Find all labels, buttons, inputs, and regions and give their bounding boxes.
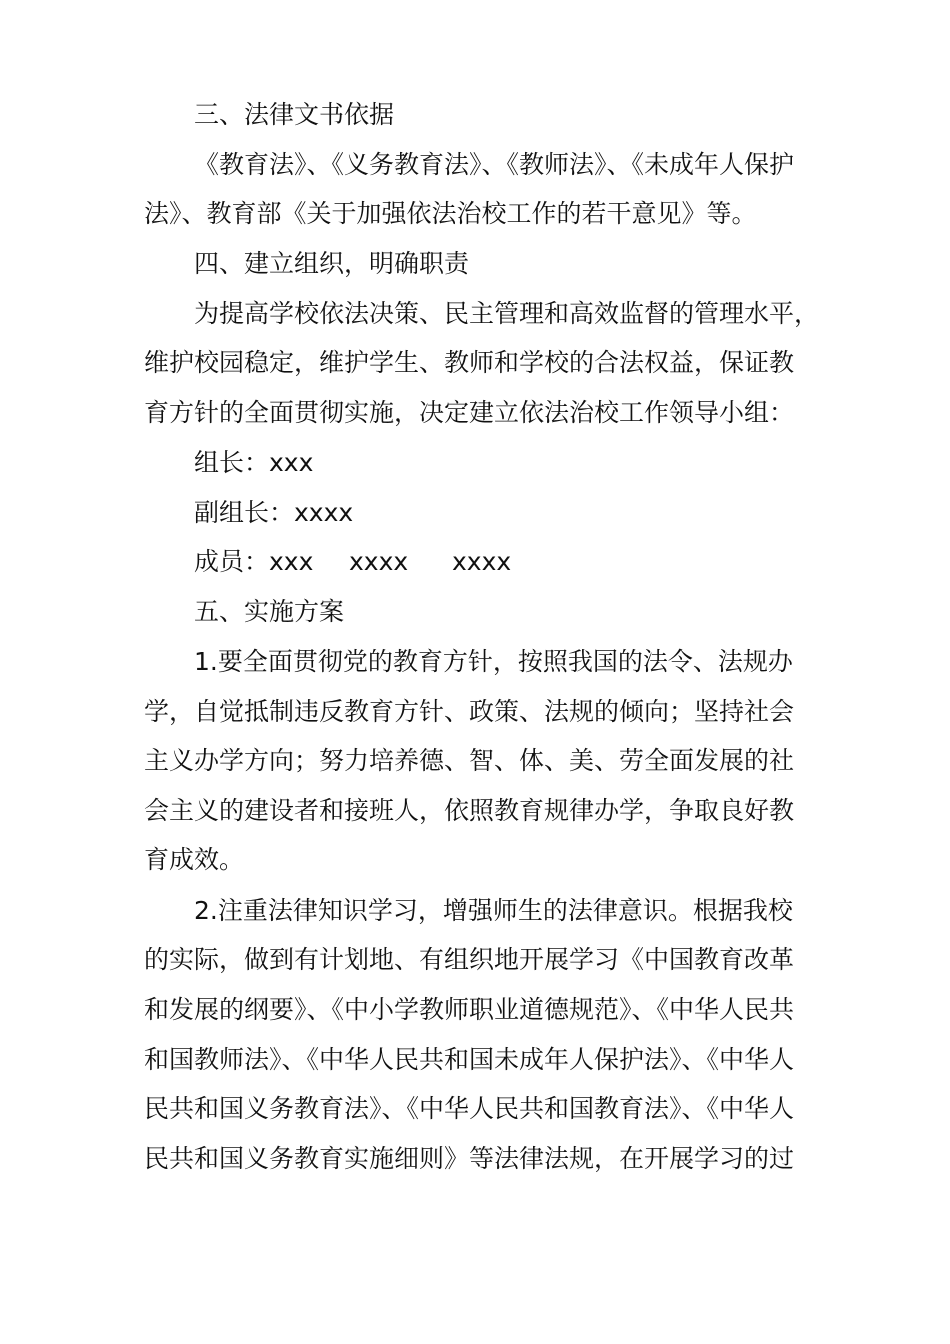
paragraph-line: 为提高学校依法决策、民主管理和高效监督的管理水平， [194,299,820,328]
deputy-group-leader: 副组长：xxxx [194,498,354,527]
paragraph-line: 主义办学方向；努力培养德、智、体、美、劳全面发展的社 [144,746,795,775]
paragraph-line: 的实际，做到有计划地、有组织地开展学习《中国教育改革 [144,945,795,974]
section-heading-legal-basis: 三、法律文书依据 [194,100,395,129]
paragraph-line: 《教育法》、《义务教育法》、《教师法》、《未成年人保护 [194,150,795,179]
section-heading-organization: 四、建立组织，明确职责 [194,249,470,278]
section-heading-implementation: 五、实施方案 [194,597,345,626]
paragraph-line: 2.注重法律知识学习，增强师生的法律意识。根据我校 [194,896,793,925]
member-name: xxxx [349,547,409,576]
group-members [194,542,714,582]
member-name: xxxx [452,547,512,576]
paragraph-line: 学，自觉抵制违反教育方针、政策、法规的倾向；坚持社会 [144,697,795,726]
paragraph-line: 民共和国义务教育实施细则》等法律法规，在开展学习的过 [144,1144,795,1173]
paragraph-line: 和发展的纲要》、《中小学教师职业道德规范》、《中华人民共 [144,995,795,1024]
paragraph-line: 民共和国义务教育法》、《中华人民共和国教育法》、《中华人 [144,1094,795,1123]
paragraph-line: 维护校园稳定，维护学生、教师和学校的合法权益，保证教 [144,348,795,377]
member-label: 成员：xxx [194,547,314,576]
paragraph-line: 法》、教育部《关于加强依法治校工作的若干意见》等。 [144,199,757,228]
group-leader: 组长：xxx [194,448,314,477]
paragraph-line: 和国教师法》、《中华人民共和国未成年人保护法》、《中华人 [144,1045,795,1074]
paragraph-line: 会主义的建设者和接班人，依照教育规律办学，争取良好教 [144,796,795,825]
paragraph-line: 育方针的全面贯彻实施，决定建立依法治校工作领导小组： [144,398,795,427]
paragraph-line: 育成效。 [144,845,245,874]
paragraph-line: 1.要全面贯彻党的教育方针，按照我国的法令、法规办 [194,647,793,676]
